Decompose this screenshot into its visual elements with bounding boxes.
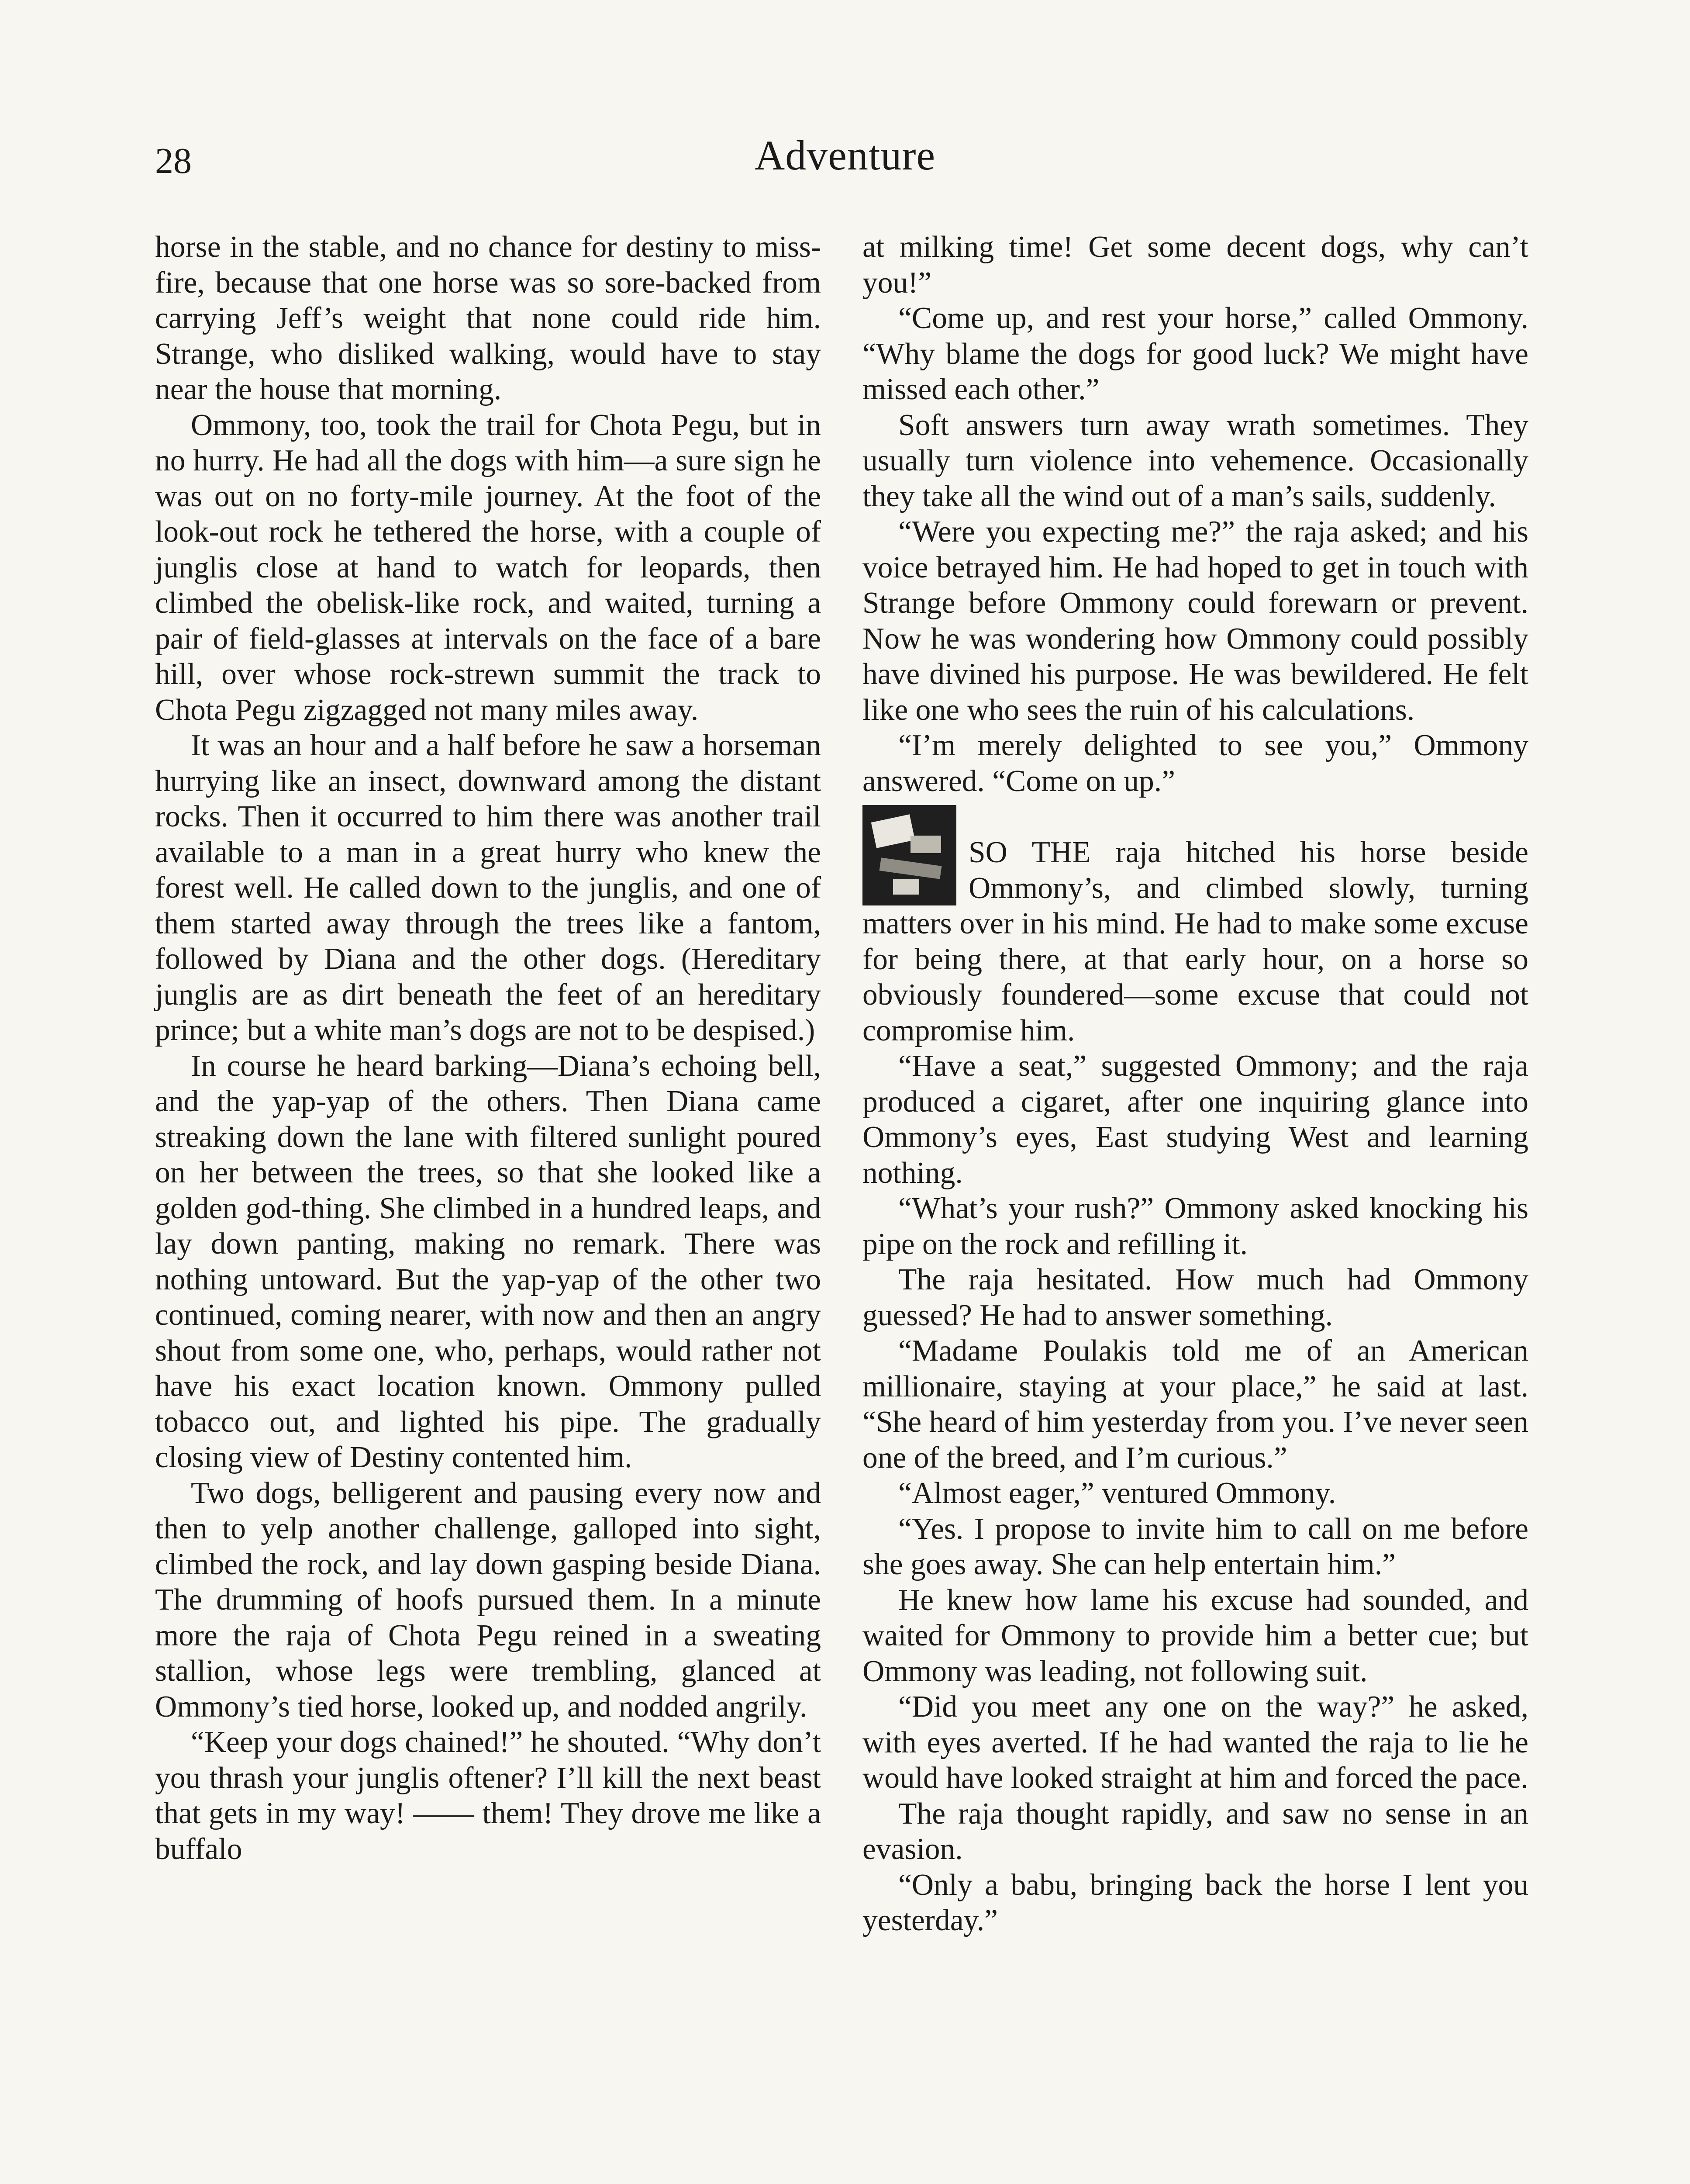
paragraph: Soft answers turn away wrath sometimes. They usually turn violence into vehemence. Occasionally they take all the wind out of a man’s sails, suddenly. bbox=[862, 408, 1528, 513]
paragraph: Two dogs, belligerent and pausing every now and then to yelp another challenge, galloped into sight, climbed the rock, and lay down gasping beside Diana. The drumming of hoofs pursued them. In a minute more the raja of Chota Pegu reined in a sweating stallion, whose legs were trembling, glanced at Ommony’s tied horse, looked up, and nodded angrily. bbox=[155, 1476, 821, 1724]
paragraph: “I’m merely delighted to see you,” Ommony answered. “Come on up.” bbox=[862, 729, 1528, 798]
paragraph: The raja hesitated. How much had Ommony guessed? He had to answer something. bbox=[862, 1263, 1528, 1332]
page-number: 28 bbox=[155, 141, 192, 181]
paragraph: “Keep your dogs chained!” he shouted. “Why don’t you thrash your junglis oftener? I’ll kill the next beast that gets in my way! —— them! They drove me like a buffalo bbox=[155, 1725, 821, 1866]
paragraph: He knew how lame his excuse had sounded, and waited for Ommony to provide him a better cue; but Ommony was leading, not following suit. bbox=[862, 1583, 1528, 1688]
paragraph: “Madame Poulakis told me of an American millionaire, staying at your place,” he said at last. “She heard of him yesterday from you. I’ve never seen one of the breed, and I’m curious.” bbox=[862, 1334, 1528, 1475]
right-column bbox=[862, 229, 1528, 1939]
section-ornament-icon bbox=[862, 805, 956, 905]
paragraph: “Have a seat,” suggested Ommony; and the raja produced a cigaret, after one inquiring glance into Ommony’s eyes, East studying West and learning nothing. bbox=[862, 1049, 1528, 1190]
paragraph: “Only a babu, bringing back the horse I lent you yesterday.” bbox=[862, 1868, 1528, 1937]
paragraph: horse in the stable, and no chance for destiny to miss-fire, because that one horse was so sore-backed from carrying Jeff’s weight that none could ride him. Strange, who disliked walking, would have to stay near the house that morning. bbox=[155, 230, 821, 406]
paragraph: SO THE raja hitched his horse beside Ommony’s, and climbed slowly, turning matters over in his mind. He had to make some excuse for being there, at that early hour, on a horse so obviously foundered—some excuse that could not compromise him. bbox=[862, 836, 1528, 1047]
paragraph: “Yes. I propose to invite him to call on me before she goes away. She can help entertain him.” bbox=[862, 1512, 1528, 1581]
paragraph: It was an hour and a half before he saw a horseman hurrying like an insect, downward among the distant rocks. Then it occurred to him there was another trail available to a man in a great hurry who knew the forest well. He called down to the junglis, and one of them started away through the trees like a fantom, followed by Diana and the other dogs. (Hereditary junglis are as dirt beneath the feet of an hereditary prince; but a white man’s dogs are not to be despised.) bbox=[155, 729, 821, 1047]
running-head: Adventure bbox=[754, 132, 936, 179]
paragraph: The raja thought rapidly, and saw no sense in an evasion. bbox=[862, 1797, 1528, 1866]
paragraph: “Come up, and rest your horse,” called Ommony. “Why blame the dogs for good luck? We might have missed each other.” bbox=[862, 301, 1528, 406]
paragraph: “What’s your rush?” Ommony asked knocking his pipe on the rock and refilling it. bbox=[862, 1192, 1528, 1261]
paragraph: In course he heard barking—Diana’s echoing bell, and the yap-yap of the others. Then Diana came streaking down the lane with filtered sunlight poured on her between the trees, so that she looked like a golden god-thing. She climbed in a hundred leaps, and lay down panting, making no remark. There was nothing untoward. But the yap-yap of the other two continued, coming nearer, with now and then an angry shout from some one, who, perhaps, would rather not have his exact location known. Ommony pulled tobacco out, and lighted his pipe. The gradually closing view of Destiny contented him. bbox=[155, 1049, 821, 1474]
paragraph: Ommony, too, took the trail for Chota Pegu, but in no hurry. He had all the dogs with him—a sure sign he was out on no forty-mile journey. At the foot of the look-out rock he tethered the horse, with a couple of junglis close at hand to watch for leopards, then climbed the obelisk-like rock, and waited, turning a pair of field-glasses at intervals on the face of a bare hill, over whose rock-strewn summit the track to Chota Pegu zigzagged not many miles away. bbox=[155, 408, 821, 727]
page-header bbox=[155, 131, 1535, 210]
left-column bbox=[155, 229, 821, 1867]
paragraph: “Almost eager,” ventured Ommony. bbox=[898, 1476, 1336, 1510]
paragraph: “Were you expecting me?” the raja asked; and his voice betrayed him. He had hoped to get in touch with Strange before Ommony could forewarn or prevent. Now he was wondering how Ommony could possibly have divined his purpose. He was bewildered. He felt like one who sees the ruin of his calculations. bbox=[862, 515, 1528, 727]
paragraph: at milking time! Get some decent dogs, why can’t you!” bbox=[862, 230, 1528, 300]
paragraph: “Did you meet any one on the way?” he asked, with eyes averted. If he had wanted the raja to lie he would have looked straight at him and forced the pace. bbox=[862, 1690, 1528, 1795]
